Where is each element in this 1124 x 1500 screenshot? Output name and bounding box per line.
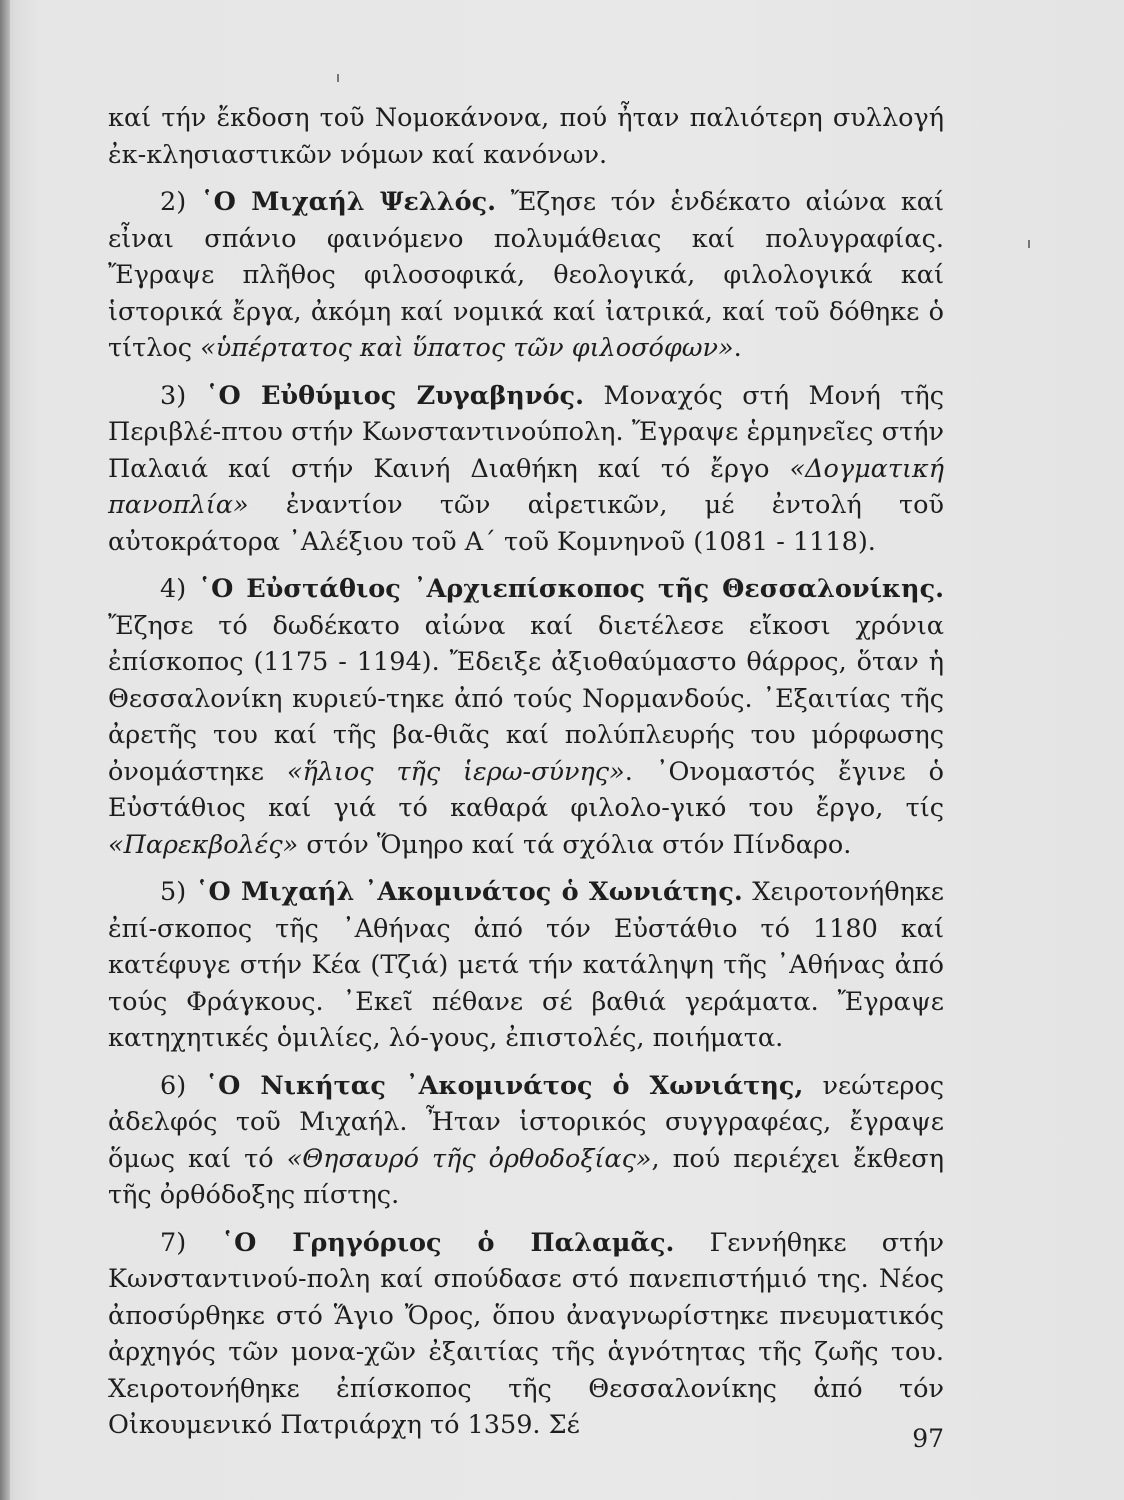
entry-number: 3)	[160, 380, 187, 411]
quoted-title: «ἥλιος τῆς ἱερω-σύνης»	[286, 756, 625, 787]
text-segment: . ᾿Ονομαστός ἔγινε ὁ Εὐστάθιος καί γιά τό καθαρά φιλολο-γικό του ἔργο, τίς	[108, 756, 944, 823]
text-segment: Ἔζησε τόν ἑνδέκατο αἰώνα καί εἶναι σπάνιο φαινόμενο πολυμάθειας καί πολυγραφίας. Ἔγραψε πλῆθος φιλοσοφικά, θεολογικά, φιλολογικά καί ἱστορικά ἔργα, ἀκόμη καί νομικά καί ἰατρικά, καί τοῦ δόθηκε ὁ τίτλος	[108, 187, 945, 363]
text-segment: , πού περιέχει ἔκθεση τῆς ὀρθόδοξης πίστης.	[108, 1143, 944, 1210]
entry-number: 5)	[160, 877, 187, 907]
entry-heading: ῾Ο Νικήτας ᾿Ακομινάτος ὁ Χωνιάτης,	[205, 1070, 804, 1101]
entry-heading: ῾Ο Μιχαήλ ᾿Ακομινάτος ὁ Χωνιάτης.	[195, 877, 743, 907]
entry-heading: ῾Ο Γρηγόριος ὁ Παλαμᾶς.	[221, 1227, 675, 1258]
quoted-title: «Θησαυρό τῆς ὀρθοδοξίας»	[286, 1143, 652, 1174]
quoted-title: «Παρεκβολές»	[108, 829, 299, 860]
page-number: 97	[912, 1424, 944, 1453]
body-text	[108, 100, 944, 1455]
scan-speck	[1028, 240, 1030, 248]
text-segment: Μοναχός στή Μονή τῆς Περιβλέ-πτου στήν Κωνσταντινούπολη. Ἔγραψε ἑρμηνεῖες στήν Παλαιά καί στήν Καινή Διαθήκη καί τό ἔργο	[108, 380, 944, 484]
text-segment: Ἔζησε τό δωδέκατο αἰώνα καί διετέλεσε εἴκοσι χρόνια ἐπίσκοπος (1175 - 1194). Ἔδειξε ἀξιοθαύμαστο θάρρος, ὅταν ἡ Θεσσαλονίκη κυριεύ-τηκε ἀπό τούς Νορμανδούς. ᾿Εξαιτίας τῆς ἀρετῆς του καί τῆς βα-θιᾶς καί πολύπλευρής του μόρφωσης ὀνομάστηκε	[108, 610, 944, 787]
entry-heading: ῾Ο Μιχαήλ Ψελλός.	[200, 187, 497, 217]
text-segment: ἐναντίον τῶν αἱρετικῶν, μέ ἐντολή τοῦ αὐτοκράτορα ᾿Αλέξιου τοῦ Α΄ τοῦ Κομνηνοῦ (1081 - 1118).	[108, 490, 944, 557]
paragraph-entry-5	[108, 874, 944, 1057]
quoted-title: «Δογματική πανοπλία»	[108, 453, 944, 520]
entry-heading: ῾Ο Εὐθύμιος Ζυγαβηνός.	[205, 380, 584, 411]
entry-number: 2)	[160, 187, 187, 217]
paragraph-entry-3	[108, 378, 944, 561]
paragraph-entry-7	[108, 1225, 944, 1444]
scan-speck	[337, 74, 339, 82]
text-segment: .	[733, 333, 742, 363]
text-segment: νεώτερος ἀδελφός τοῦ Μιχαήλ. Ἦταν ἱστορικός συγγραφέας, ἔγραψε ὅμως καί τό	[108, 1070, 944, 1174]
entry-number: 6)	[160, 1070, 187, 1101]
entry-number: 7)	[160, 1227, 187, 1258]
paragraph-continuation	[108, 100, 944, 173]
paragraph-entry-4	[108, 571, 944, 863]
text-segment: στόν Ὅμηρο καί τά σχόλια στόν Πίνδαρο.	[298, 829, 852, 860]
text-segment: Γεννήθηκε στήν Κωνσταντινού-πολη καί σπούδασε στό πανεπιστήμιό της. Νέος ἀποσύρθηκε στό Ἅγιο Ὄρος, ὅπου ἀναγνωρίστηκε πνευματικός ἀρχηγός τῶν μονα-χῶν ἐξαιτίας τῆς ἁγνότητας τῆς ζωῆς του. Χειροτονήθηκε ἐπίσκοπος τῆς Θεσσαλονίκης ἀπό τόν Οἰκουμενικό Πατριάρχη τό 1359. Σέ	[108, 1227, 945, 1440]
entry-number: 4)	[160, 574, 187, 604]
paragraph-entry-2	[108, 184, 944, 367]
entry-heading: ῾Ο Εὐστάθιος ᾿Αρχιεπίσκοπος τῆς Θεσσαλονίκης.	[198, 574, 944, 604]
quoted-title: «ὑπέρτατος καὶ ὕπατος τῶν φιλοσόφων»	[200, 333, 734, 363]
page-spine-shadow	[0, 0, 10, 1500]
paragraph-entry-6	[108, 1068, 944, 1214]
text-segment: Χειροτονήθηκε ἐπί-σκοπος τῆς ᾿Αθήνας ἀπό τόν Εὐστάθιο τό 1180 καί κατέφυγε στήν Κέα (Τζιά) μετά τήν κατάληψη τῆς ᾿Αθήνας ἀπό τούς Φράγκους. ᾿Εκεῖ πέθανε σέ βαθιά γεράματα. Ἔγραψε κατηχητικές ὁμιλίες, λό-γους, ἐπιστολές, ποιήματα.	[108, 877, 944, 1053]
text-segment: καί τήν ἔκδοση τοῦ Νομοκάνονα, πού ἦταν παλιότερη συλλογή ἐκ-κλησιαστικῶν νόμων καί κανόνων.	[108, 103, 944, 170]
